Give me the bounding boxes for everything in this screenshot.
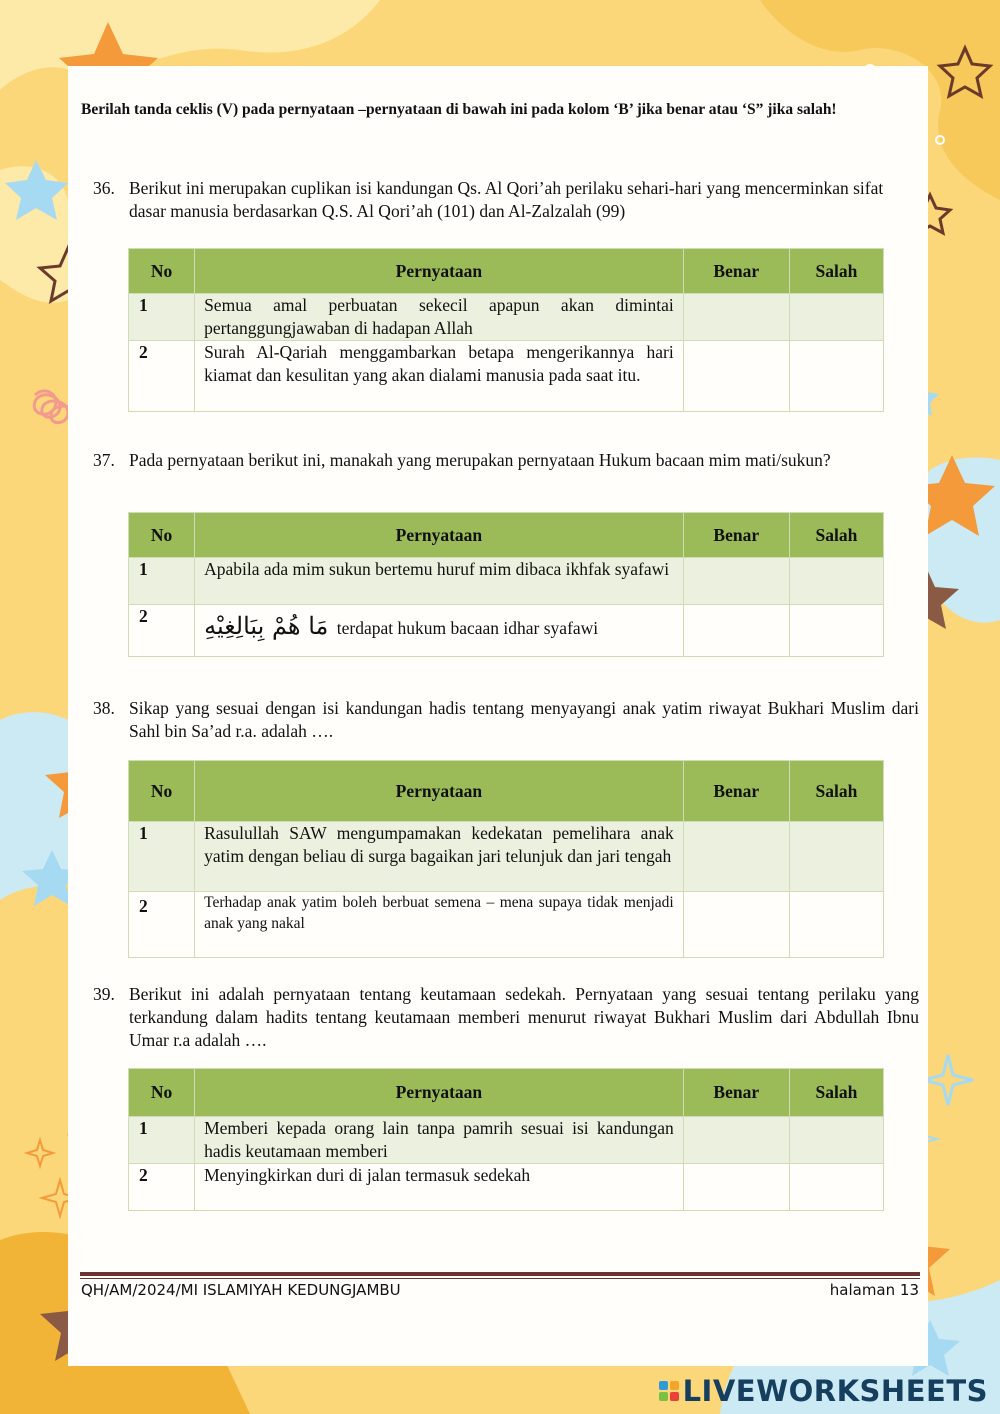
- footer-code: QH/AM/2024/MI ISLAMIYAH KEDUNGJAMBU: [81, 1281, 401, 1299]
- question-37: [93, 449, 919, 472]
- table-row: [129, 341, 884, 412]
- header-no: No: [129, 513, 195, 558]
- true-checkbox-cell[interactable]: [683, 558, 789, 605]
- table-row: [129, 294, 884, 341]
- table-header-row: [129, 249, 884, 294]
- footer-rule: [80, 1272, 920, 1276]
- question-text: Berikut ini merupakan cuplikan isi kandungan Qs. Al Qori’ah perilaku sehari-hari yang mencerminkan sifat dasar manusia berdasarkan Q.S. Al Qori’ah (101) dan Al-Zalzalah (99): [129, 178, 884, 221]
- row-number: 2: [129, 605, 195, 657]
- table-row: [129, 1164, 884, 1211]
- header-false: Salah: [789, 1069, 883, 1117]
- question-39: [93, 983, 919, 1052]
- true-checkbox-cell[interactable]: [683, 1164, 789, 1211]
- question-number: 38.: [93, 698, 115, 718]
- row-number: 2: [129, 1164, 195, 1211]
- statement-table-36: [128, 248, 884, 412]
- true-checkbox-cell[interactable]: [683, 294, 789, 341]
- row-number: 1: [129, 1117, 195, 1164]
- question-number: 37.: [93, 450, 115, 470]
- true-checkbox-cell[interactable]: [683, 341, 789, 412]
- table-row: [129, 892, 884, 958]
- question-number: 36.: [93, 178, 115, 198]
- statement-table-38: [128, 760, 884, 958]
- liveworksheets-logo[interactable]: [659, 1374, 988, 1408]
- statement-table-37: [128, 512, 884, 657]
- header-true: Benar: [683, 1069, 789, 1117]
- question-38: [93, 697, 919, 743]
- row-statement: [195, 892, 684, 958]
- row-number: 2: [129, 892, 195, 958]
- brand-text: LIVEWORKSHEETS: [682, 1374, 988, 1408]
- false-checkbox-cell[interactable]: [789, 558, 883, 605]
- question-number: 39.: [93, 984, 115, 1004]
- header-statement: Pernyataan: [195, 249, 684, 294]
- header-false: Salah: [789, 761, 883, 822]
- row-statement: Menyingkirkan duri di jalan termasuk sedekah: [195, 1164, 684, 1211]
- header-true: Benar: [683, 249, 789, 294]
- statement-table-39: [128, 1068, 884, 1211]
- table-header-row: [129, 513, 884, 558]
- row-number: 2: [129, 341, 195, 412]
- header-false: Salah: [789, 513, 883, 558]
- false-checkbox-cell[interactable]: [789, 1117, 883, 1164]
- row-statement: Apabila ada mim sukun bertemu huruf mim dibaca ikhfak syafawi: [195, 558, 684, 605]
- false-checkbox-cell[interactable]: [789, 1164, 883, 1211]
- arabic-phrase: مَا هُمْ بِبَالِغِيْهِ: [204, 612, 329, 640]
- header-statement: Pernyataan: [195, 513, 684, 558]
- true-checkbox-cell[interactable]: [683, 892, 789, 958]
- table-header-row: [129, 1069, 884, 1117]
- table-row: [129, 822, 884, 892]
- header-false: Salah: [789, 249, 883, 294]
- header-no: No: [129, 761, 195, 822]
- false-checkbox-cell[interactable]: [789, 605, 883, 657]
- row-statement-text: terdapat hukum bacaan idhar syafawi: [336, 618, 599, 638]
- page-number: halaman 13: [829, 1281, 919, 1299]
- question-text: Sikap yang sesuai dengan isi kandungan hadis tentang menyayangi anak yatim riwayat Bukhari Muslim dari Sahl bin Sa’ad r.a. adalah ….: [129, 698, 919, 741]
- footer-rule-thin: [80, 1278, 920, 1279]
- row-number: 1: [129, 294, 195, 341]
- question-36: [93, 177, 919, 223]
- row-statement: Semua amal perbuatan sekecil apapun akan dimintai pertanggungjawaban di hadapan Allah: [195, 294, 684, 341]
- header-true: Benar: [683, 761, 789, 822]
- row-statement: Rasulullah SAW mengumpamakan kedekatan pemelihara anak yatim dengan beliau di surga bagaikan jari telunjuk dan jari tengah: [195, 822, 684, 892]
- table-row: [129, 1117, 884, 1164]
- row-number: 1: [129, 558, 195, 605]
- row-statement: Surah Al-Qariah menggambarkan betapa mengerikannya hari kiamat dan kesulitan yang akan dialami manusia pada saat itu.: [195, 341, 684, 412]
- false-checkbox-cell[interactable]: [789, 341, 883, 412]
- row-statement-text: Terhadap anak yatim boleh berbuat semena – mena supaya tidak menjadi anak yang nakal: [204, 894, 674, 932]
- header-true: Benar: [683, 513, 789, 558]
- header-no: No: [129, 1069, 195, 1117]
- header-no: No: [129, 249, 195, 294]
- header-statement: Pernyataan: [195, 1069, 684, 1117]
- header-statement: Pernyataan: [195, 761, 684, 822]
- question-text: Pada pernyataan berikut ini, manakah yang merupakan pernyataan Hukum bacaan mim mati/sukun?: [129, 450, 831, 470]
- true-checkbox-cell[interactable]: [683, 822, 789, 892]
- true-checkbox-cell[interactable]: [683, 1117, 789, 1164]
- liveworksheets-icon: [659, 1381, 679, 1401]
- false-checkbox-cell[interactable]: [789, 822, 883, 892]
- table-row: [129, 605, 884, 657]
- false-checkbox-cell[interactable]: [789, 294, 883, 341]
- table-header-row: [129, 761, 884, 822]
- row-statement: [195, 605, 684, 657]
- row-number: 1: [129, 822, 195, 892]
- question-text: Berikut ini adalah pernyataan tentang keutamaan sedekah. Pernyataan yang sesuai tentang perilaku yang terkandung dalam hadits tentang keutamaan memberi menurut riwayat Bukhari Muslim dari Abdullah Ibnu Umar r.a adalah ….: [129, 984, 919, 1050]
- table-row: [129, 558, 884, 605]
- instruction-text: Berilah tanda ceklis (V) pada pernyataan –pernyataan di bawah ini pada kolom ‘B’ jika benar atau ‘S” jika salah!: [81, 101, 837, 118]
- true-checkbox-cell[interactable]: [683, 605, 789, 657]
- false-checkbox-cell[interactable]: [789, 892, 883, 958]
- row-statement: Memberi kepada orang lain tanpa pamrih sesuai isi kandungan hadis keutamaan memberi: [195, 1117, 684, 1164]
